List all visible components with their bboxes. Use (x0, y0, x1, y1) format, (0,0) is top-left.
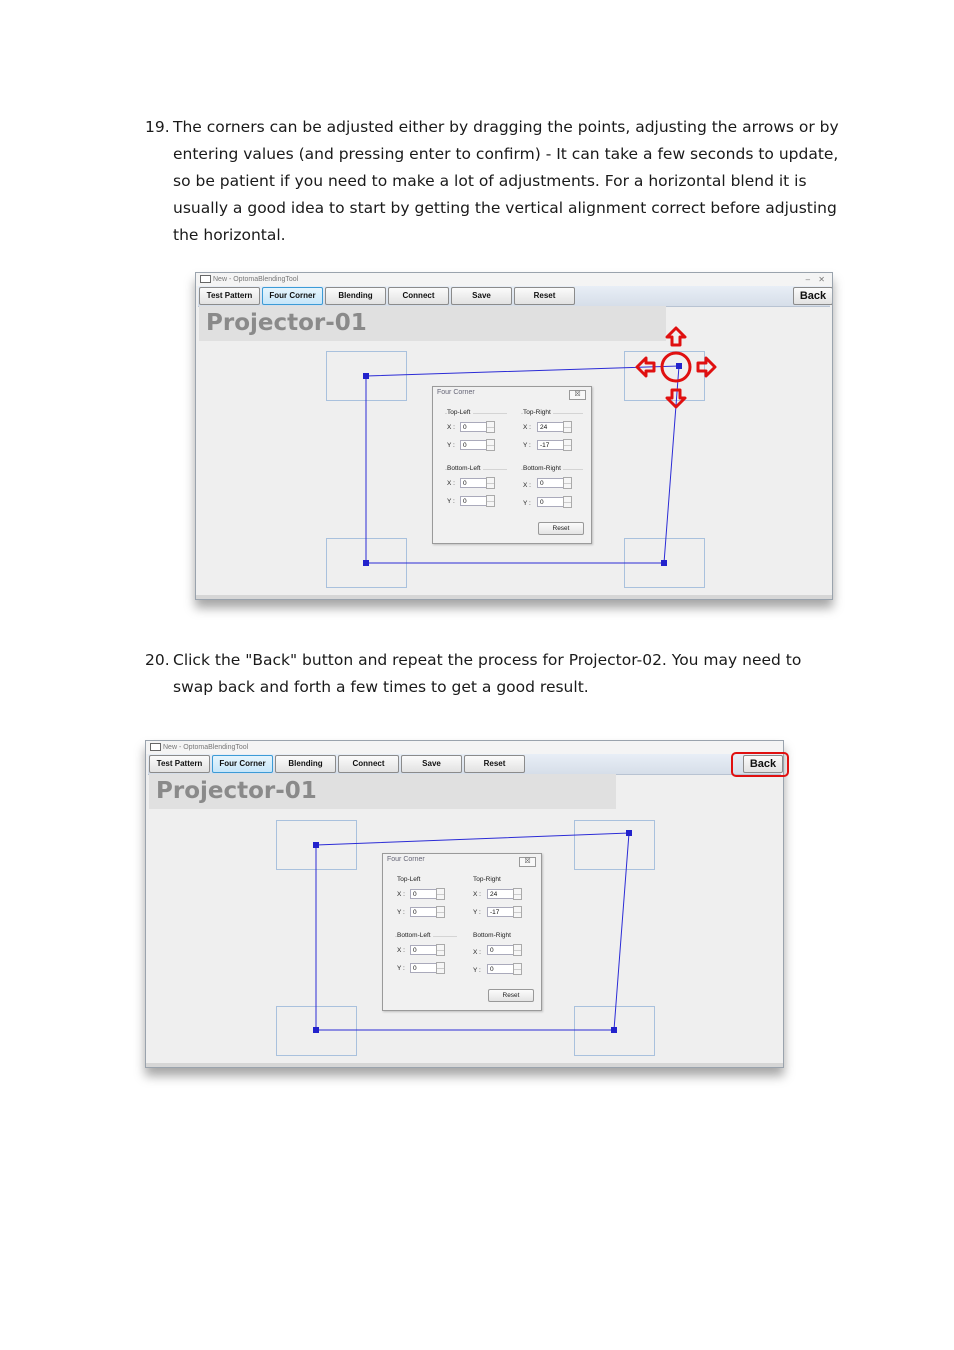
x-label: X : (447, 424, 455, 431)
handle-bottom-right[interactable] (661, 560, 667, 566)
top-left-y-input[interactable]: 0 (460, 440, 487, 450)
step-text: Click the "Back" button and repeat the process for Projector-02. You may need to swap back and forth a few times to get a good result. (173, 651, 802, 696)
y-label: Y : (397, 965, 405, 972)
top-left-label: Top-Left (447, 409, 471, 416)
top-right-y-input[interactable]: -17 (487, 907, 514, 917)
bottom-left-x-spinner[interactable] (436, 944, 445, 956)
step-20-paragraph (145, 647, 845, 701)
dialog-reset-button[interactable]: Reset (538, 522, 584, 535)
step-19-paragraph (145, 114, 845, 249)
top-left-x-spinner[interactable] (486, 421, 495, 433)
y-label: Y : (397, 909, 405, 916)
y-label: Y : (447, 442, 455, 449)
dialog-title: Four Corner (387, 856, 425, 863)
step-number: 19. (145, 118, 170, 136)
arrow-right-icon (698, 358, 715, 376)
bottom-right-label: Bottom-Right (473, 932, 511, 939)
top-right-label: Top-Right (523, 409, 551, 416)
bottom-left-y-spinner[interactable] (486, 495, 495, 507)
projector-title: Projector-01 (199, 306, 666, 341)
bottom-strip (146, 1063, 783, 1067)
save-button[interactable]: Save (451, 287, 512, 305)
handle-bottom-right[interactable] (611, 1027, 617, 1033)
x-label: X : (397, 891, 405, 898)
close-icon[interactable]: ☒ (519, 857, 536, 867)
bottom-right-y-input[interactable]: 0 (487, 964, 514, 974)
x-label: X : (473, 891, 481, 898)
handle-top-right[interactable] (676, 363, 682, 369)
top-left-x-input[interactable]: 0 (460, 422, 487, 432)
handle-top-left[interactable] (363, 373, 369, 379)
connect-button[interactable]: Connect (338, 755, 399, 773)
window-title: New - OptomaBlendingTool (213, 276, 299, 283)
bottom-left-label: Bottom-Left (447, 465, 481, 472)
bottom-right-x-spinner[interactable] (513, 944, 522, 956)
y-label: Y : (523, 500, 531, 507)
four-corner-dialog (432, 386, 592, 544)
bottom-left-label: Bottom-Left (397, 932, 431, 939)
y-label: Y : (473, 967, 481, 974)
handle-top-left[interactable] (313, 842, 319, 848)
save-button[interactable]: Save (401, 755, 462, 773)
top-left-x-spinner[interactable] (436, 888, 445, 900)
back-button[interactable]: Back (793, 287, 833, 305)
top-right-y-spinner[interactable] (513, 906, 522, 918)
top-right-x-input[interactable]: 24 (537, 422, 564, 432)
four-corner-button[interactable]: Four Corner (212, 755, 273, 773)
reset-button[interactable]: Reset (514, 287, 575, 305)
bottom-right-y-input[interactable]: 0 (537, 497, 564, 507)
dialog-reset-button[interactable]: Reset (488, 989, 534, 1002)
blending-button[interactable]: Blending (325, 287, 386, 305)
close-icon[interactable]: ☒ (569, 390, 586, 400)
bottom-right-y-spinner[interactable] (563, 496, 572, 508)
top-left-label: Top-Left (397, 876, 421, 883)
y-label: Y : (523, 442, 531, 449)
top-right-y-input[interactable]: -17 (537, 440, 564, 450)
bottom-right-x-input[interactable]: 0 (487, 945, 514, 955)
four-corner-dialog (382, 853, 542, 1011)
x-label: X : (523, 424, 531, 431)
screenshot-four-corner-2 (145, 740, 784, 1068)
bottom-left-y-spinner[interactable] (436, 962, 445, 974)
bottom-left-y-input[interactable]: 0 (410, 963, 437, 973)
top-left-y-spinner[interactable] (486, 439, 495, 451)
top-right-x-input[interactable]: 24 (487, 889, 514, 899)
x-label: X : (473, 949, 481, 956)
bottom-right-label: Bottom-Right (523, 465, 561, 472)
handle-bottom-left[interactable] (313, 1027, 319, 1033)
reset-button[interactable]: Reset (464, 755, 525, 773)
bottom-right-y-spinner[interactable] (513, 963, 522, 975)
four-corner-button[interactable]: Four Corner (262, 287, 323, 305)
test-pattern-button[interactable]: Test Pattern (199, 287, 260, 305)
bottom-left-x-spinner[interactable] (486, 477, 495, 489)
blending-button[interactable]: Blending (275, 755, 336, 773)
bottom-left-x-input[interactable]: 0 (460, 478, 487, 488)
top-left-y-input[interactable]: 0 (410, 907, 437, 917)
dialog-title: Four Corner (437, 389, 475, 396)
handle-bottom-left[interactable] (363, 560, 369, 566)
bottom-right-x-spinner[interactable] (563, 477, 572, 489)
test-pattern-button[interactable]: Test Pattern (149, 755, 210, 773)
window-controls[interactable]: – ✕ (805, 275, 828, 284)
step-text: The corners can be adjusted either by dragging the points, adjusting the arrows or by entering values (and pressing enter to confirm) - It can take a few seconds to update, so be patient if you need to make a lot of adjustments. For a horizontal blend it is usually a good idea to start by getting the vertical alignment correct before adjusting the horizontal. (173, 118, 839, 244)
x-label: X : (523, 482, 531, 489)
top-right-x-spinner[interactable] (513, 888, 522, 900)
top-right-label: Top-Right (473, 876, 501, 883)
y-label: Y : (473, 909, 481, 916)
step-number: 20. (145, 651, 170, 669)
top-left-y-spinner[interactable] (436, 906, 445, 918)
top-right-y-spinner[interactable] (563, 439, 572, 451)
y-label: Y : (447, 498, 455, 505)
bottom-strip (196, 595, 832, 599)
handle-top-right[interactable] (626, 830, 632, 836)
back-button[interactable]: Back (743, 755, 783, 773)
screenshot-four-corner-1 (195, 272, 833, 600)
window-title: New - OptomaBlendingTool (163, 744, 249, 751)
arrow-up-icon (667, 328, 685, 345)
top-right-x-spinner[interactable] (563, 421, 572, 433)
bottom-left-x-input[interactable]: 0 (410, 945, 437, 955)
bottom-right-x-input[interactable]: 0 (537, 478, 564, 488)
projector-title: Projector-01 (149, 774, 616, 809)
x-label: X : (397, 947, 405, 954)
top-left-x-input[interactable]: 0 (410, 889, 437, 899)
x-label: X : (447, 480, 455, 487)
bottom-left-y-input[interactable]: 0 (460, 496, 487, 506)
connect-button[interactable]: Connect (388, 287, 449, 305)
